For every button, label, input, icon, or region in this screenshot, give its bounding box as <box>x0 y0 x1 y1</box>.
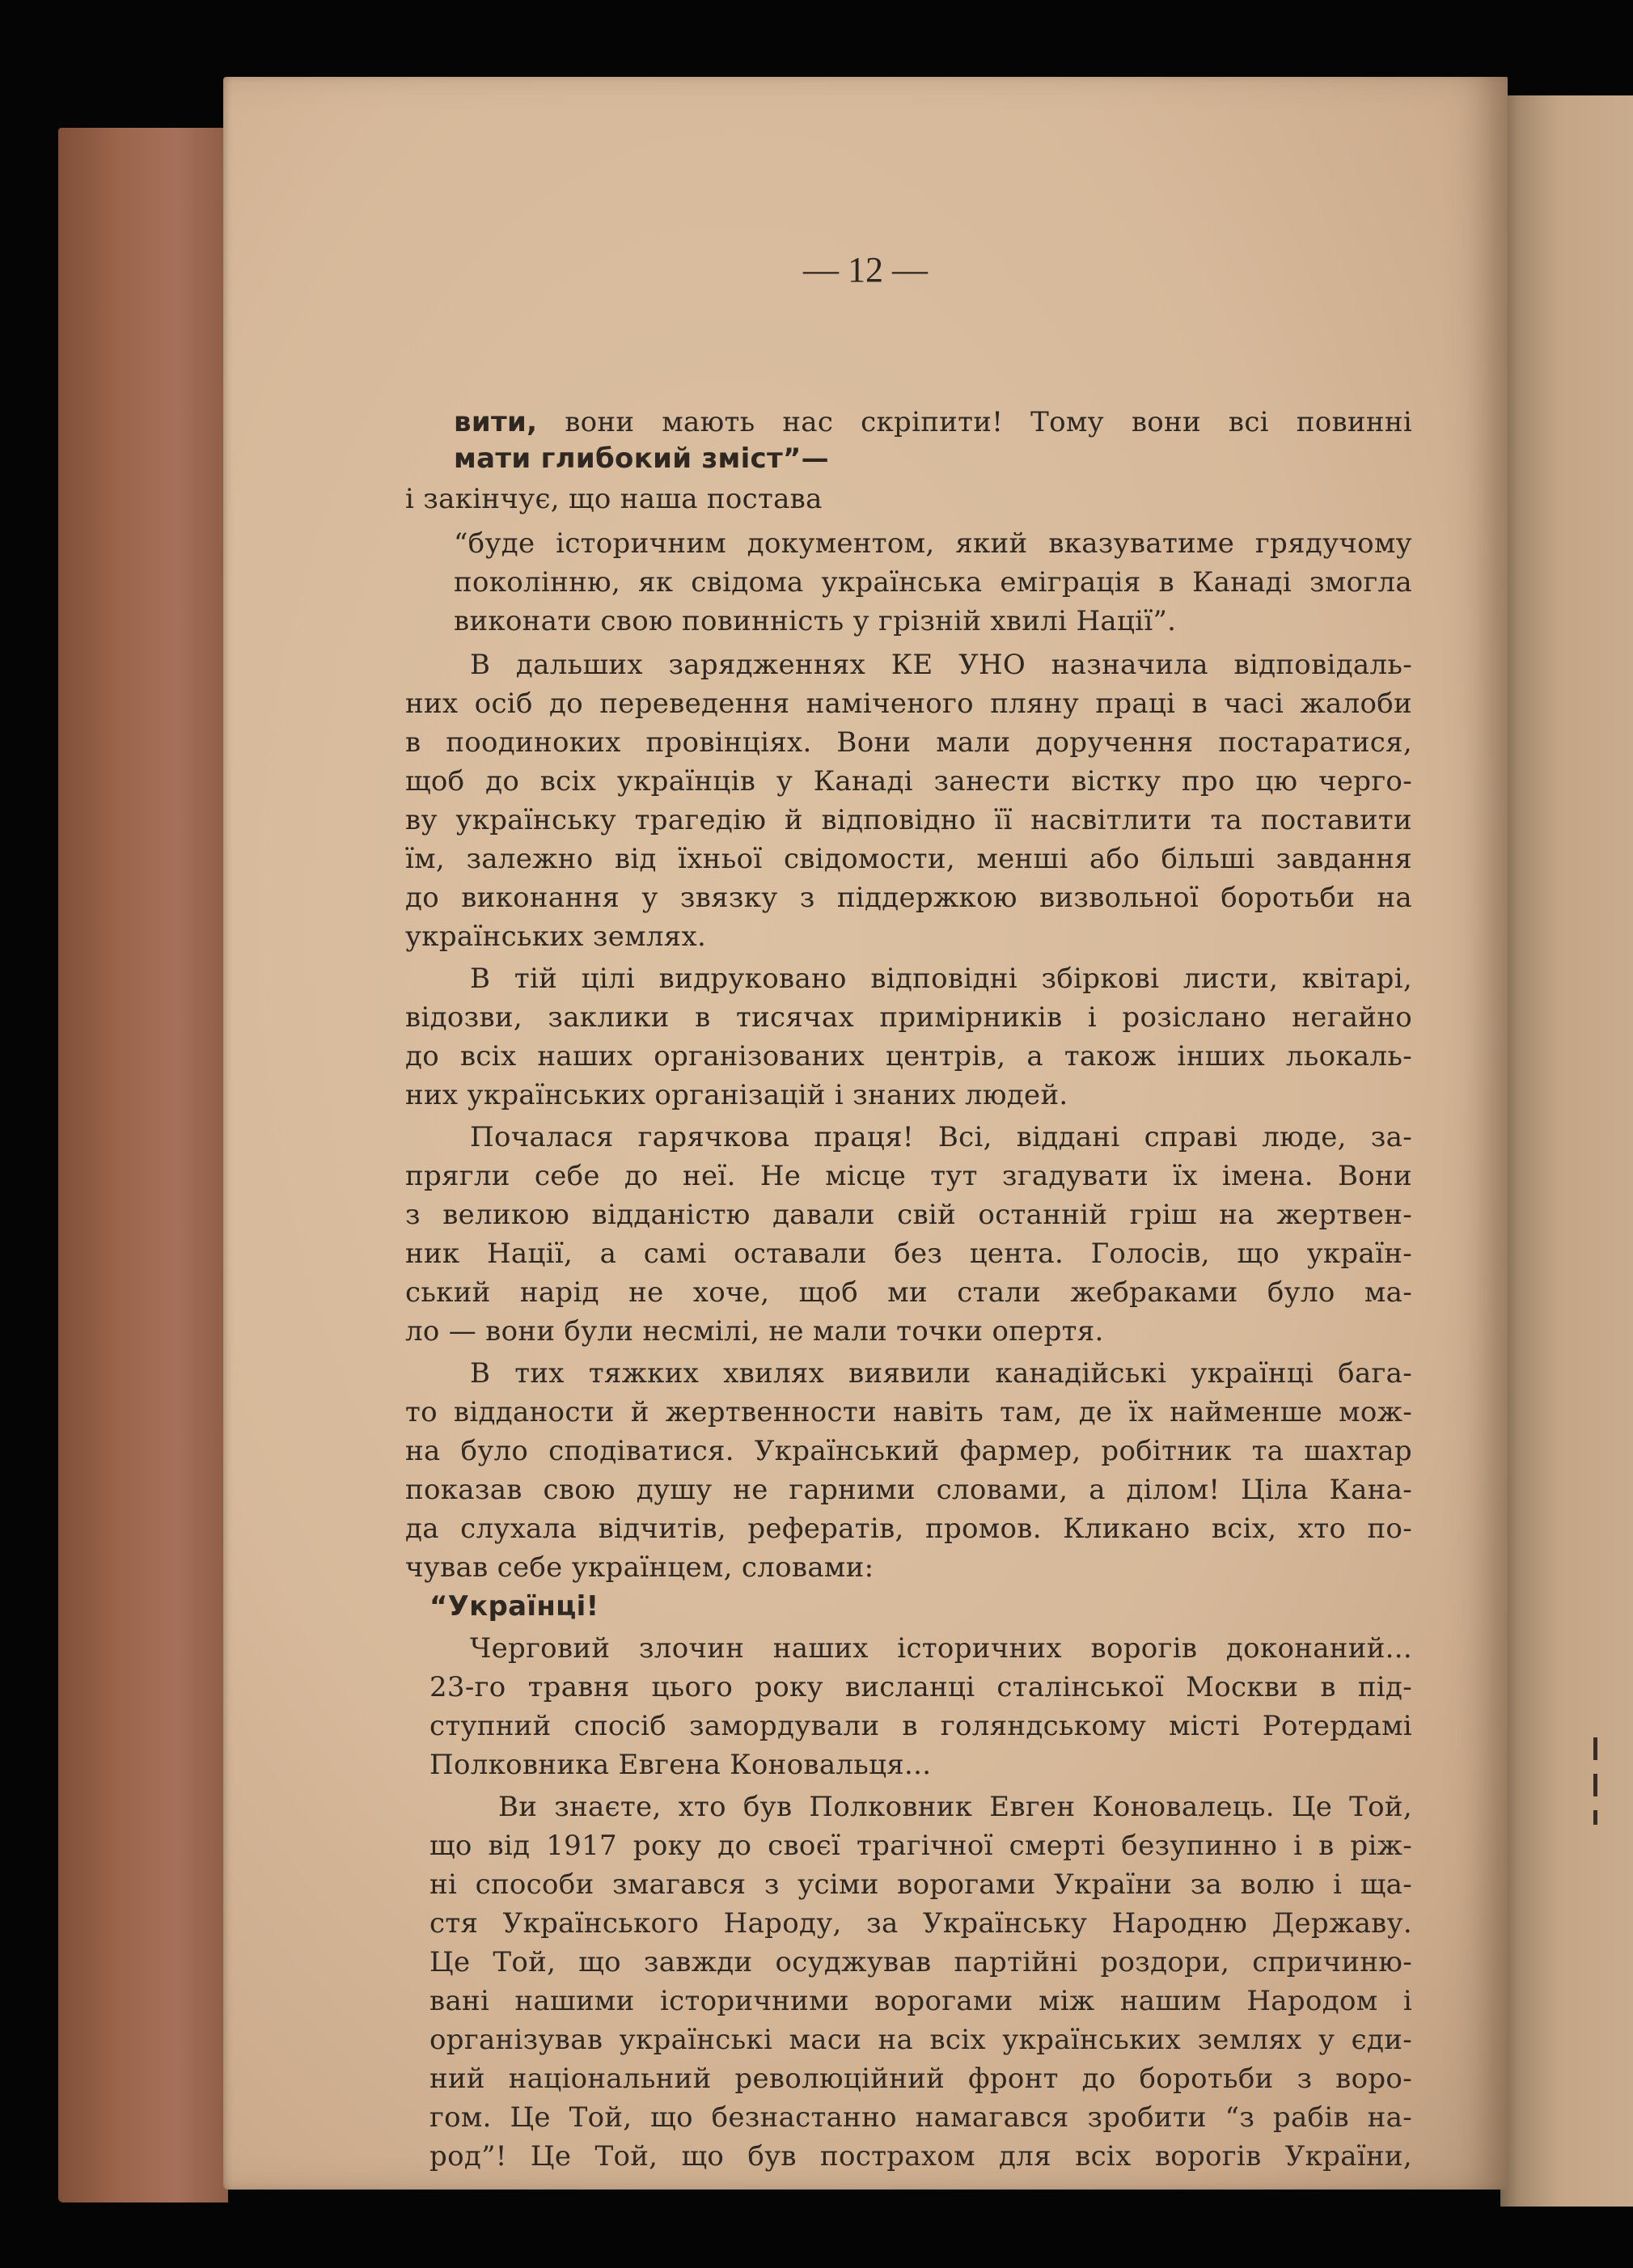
text-line: гом. Це Той, що безнастанно намагався зробити “з рабів на- <box>429 2101 1412 2134</box>
text-line: чував себе українцем, словами: <box>405 1551 874 1584</box>
text-line: “Українці! <box>429 1590 599 1623</box>
text-line: показав свою душу не гарними словами, а ділом! Ціла Кана- <box>405 1474 1412 1506</box>
text-line: ні способи змагався з усіми ворогами України за волю і ща- <box>429 1868 1412 1901</box>
book-page <box>223 77 1508 2190</box>
text-line: до всіх наших організованих центрів, а також інших льокаль- <box>405 1040 1412 1073</box>
text-line: В тій цілі видруковано відповідні збіркові листи, квітарі, <box>470 963 1412 995</box>
line-rest: вони мають нас скріпити! Тому вони всі повинні <box>537 406 1412 438</box>
text-line: в поодиноких провінціях. Вони мали доручення постаратися, <box>405 726 1412 759</box>
book-back-cover <box>58 128 228 2202</box>
edge-mark <box>1593 1774 1597 1796</box>
text-line: Черговий злочин наших історичних ворогів доконаний... <box>470 1632 1412 1665</box>
page-text <box>223 77 1508 2190</box>
text-line: то відданости й жертвенности навіть там, де їх найменше мож- <box>405 1396 1412 1428</box>
text-line: Полковника Евгена Коновальця... <box>429 1749 932 1781</box>
text-line: організував українські маси на всіх українських землях у єди- <box>429 2024 1412 2056</box>
text-line: відозви, заклики в тисячах примірників і розіслано негайно <box>405 1001 1412 1034</box>
text-line: Ви знаєте, хто був Полковник Евген Коновалець. Це Той, <box>498 1791 1412 1823</box>
text-line <box>454 404 1412 440</box>
text-line: них українських організацій і знаних людей. <box>405 1079 1068 1111</box>
text-line: Почалася гарячкова праця! Всі, віддані справі люде, за- <box>470 1121 1412 1153</box>
text-line: українських землях. <box>405 920 707 953</box>
page-number: — 12 — <box>803 250 928 290</box>
text-line: стя Українського Народу, за Українську Народню Державу. <box>429 1907 1412 1940</box>
text-line: на було сподіватися. Український фармер, робітник та шахтар <box>405 1435 1412 1467</box>
text-line: мати глибокий зміст”— <box>454 442 829 475</box>
text-line: “буде історичним документом, який вказуватиме грядучому <box>454 527 1412 560</box>
text-line: ву українську трагедію й відповідно її насвітлити та поставити <box>405 804 1412 836</box>
text-line: виконати свою повинність у грізній хвилі Нації”. <box>454 605 1177 637</box>
text-line: що від 1917 року до своєї трагічної смерті безупинно і в ріж- <box>429 1830 1412 1862</box>
text-line: з великою відданістю давали свій останній гріш на жертвен- <box>405 1199 1412 1231</box>
next-page-edge <box>1500 95 1633 2207</box>
text-line: вані нашими історичними ворогами між нашим Народом і <box>429 1985 1412 2017</box>
edge-mark <box>1593 1810 1597 1825</box>
text-line: їм, залежно від їхньої свідомости, менші або більші завдання <box>405 843 1412 875</box>
bold-word: вити, <box>454 406 538 438</box>
text-line: поколінню, як свідома українська еміграція в Канаді змогла <box>454 566 1412 599</box>
text-line: ступний спосіб замордували в голяндському місті Ротердамі <box>429 1710 1412 1742</box>
edge-mark <box>1593 1737 1597 1760</box>
text-line: Це Той, що завжди осуджував партійні роздори, спричиню- <box>429 1946 1412 1978</box>
text-line: В тих тяжких хвилях виявили канадійські українці бага- <box>470 1357 1412 1390</box>
text-line: В дальших зарядженнях КЕ УНО назначила відповідаль- <box>470 649 1412 681</box>
text-line: щоб до всіх українців у Канаді занести вістку про цю черго- <box>405 765 1412 798</box>
text-line: ло — вони були несмілі, не мали точки опертя. <box>405 1315 1104 1348</box>
text-line: род”! Це Той, що був пострахом для всіх ворогів України, <box>429 2140 1412 2173</box>
text-line: ний національний революційний фронт до боротьби з воро- <box>429 2063 1412 2095</box>
text-line: да слухала відчитів, рефератів, промов. Кликано всіх, хто по- <box>405 1513 1412 1545</box>
text-line: 23-го травня цього року висланці сталінської Москви в під- <box>429 1671 1412 1703</box>
text-line: прягли себе до неї. Не місце тут згадувати їх імена. Вони <box>405 1160 1412 1192</box>
text-line: ський нарід не хоче, щоб ми стали жебраками було ма- <box>405 1276 1412 1309</box>
text-line: них осіб до переведення наміченого пляну праці в часі жалоби <box>405 688 1412 720</box>
text-line: до виконання у звязку з піддержкою визвольної боротьби на <box>405 882 1412 914</box>
text-line: ник Нації, а самі оставали без цента. Голосів, що україн- <box>405 1238 1412 1270</box>
text-line: і закінчує, що наша постава <box>405 483 823 515</box>
